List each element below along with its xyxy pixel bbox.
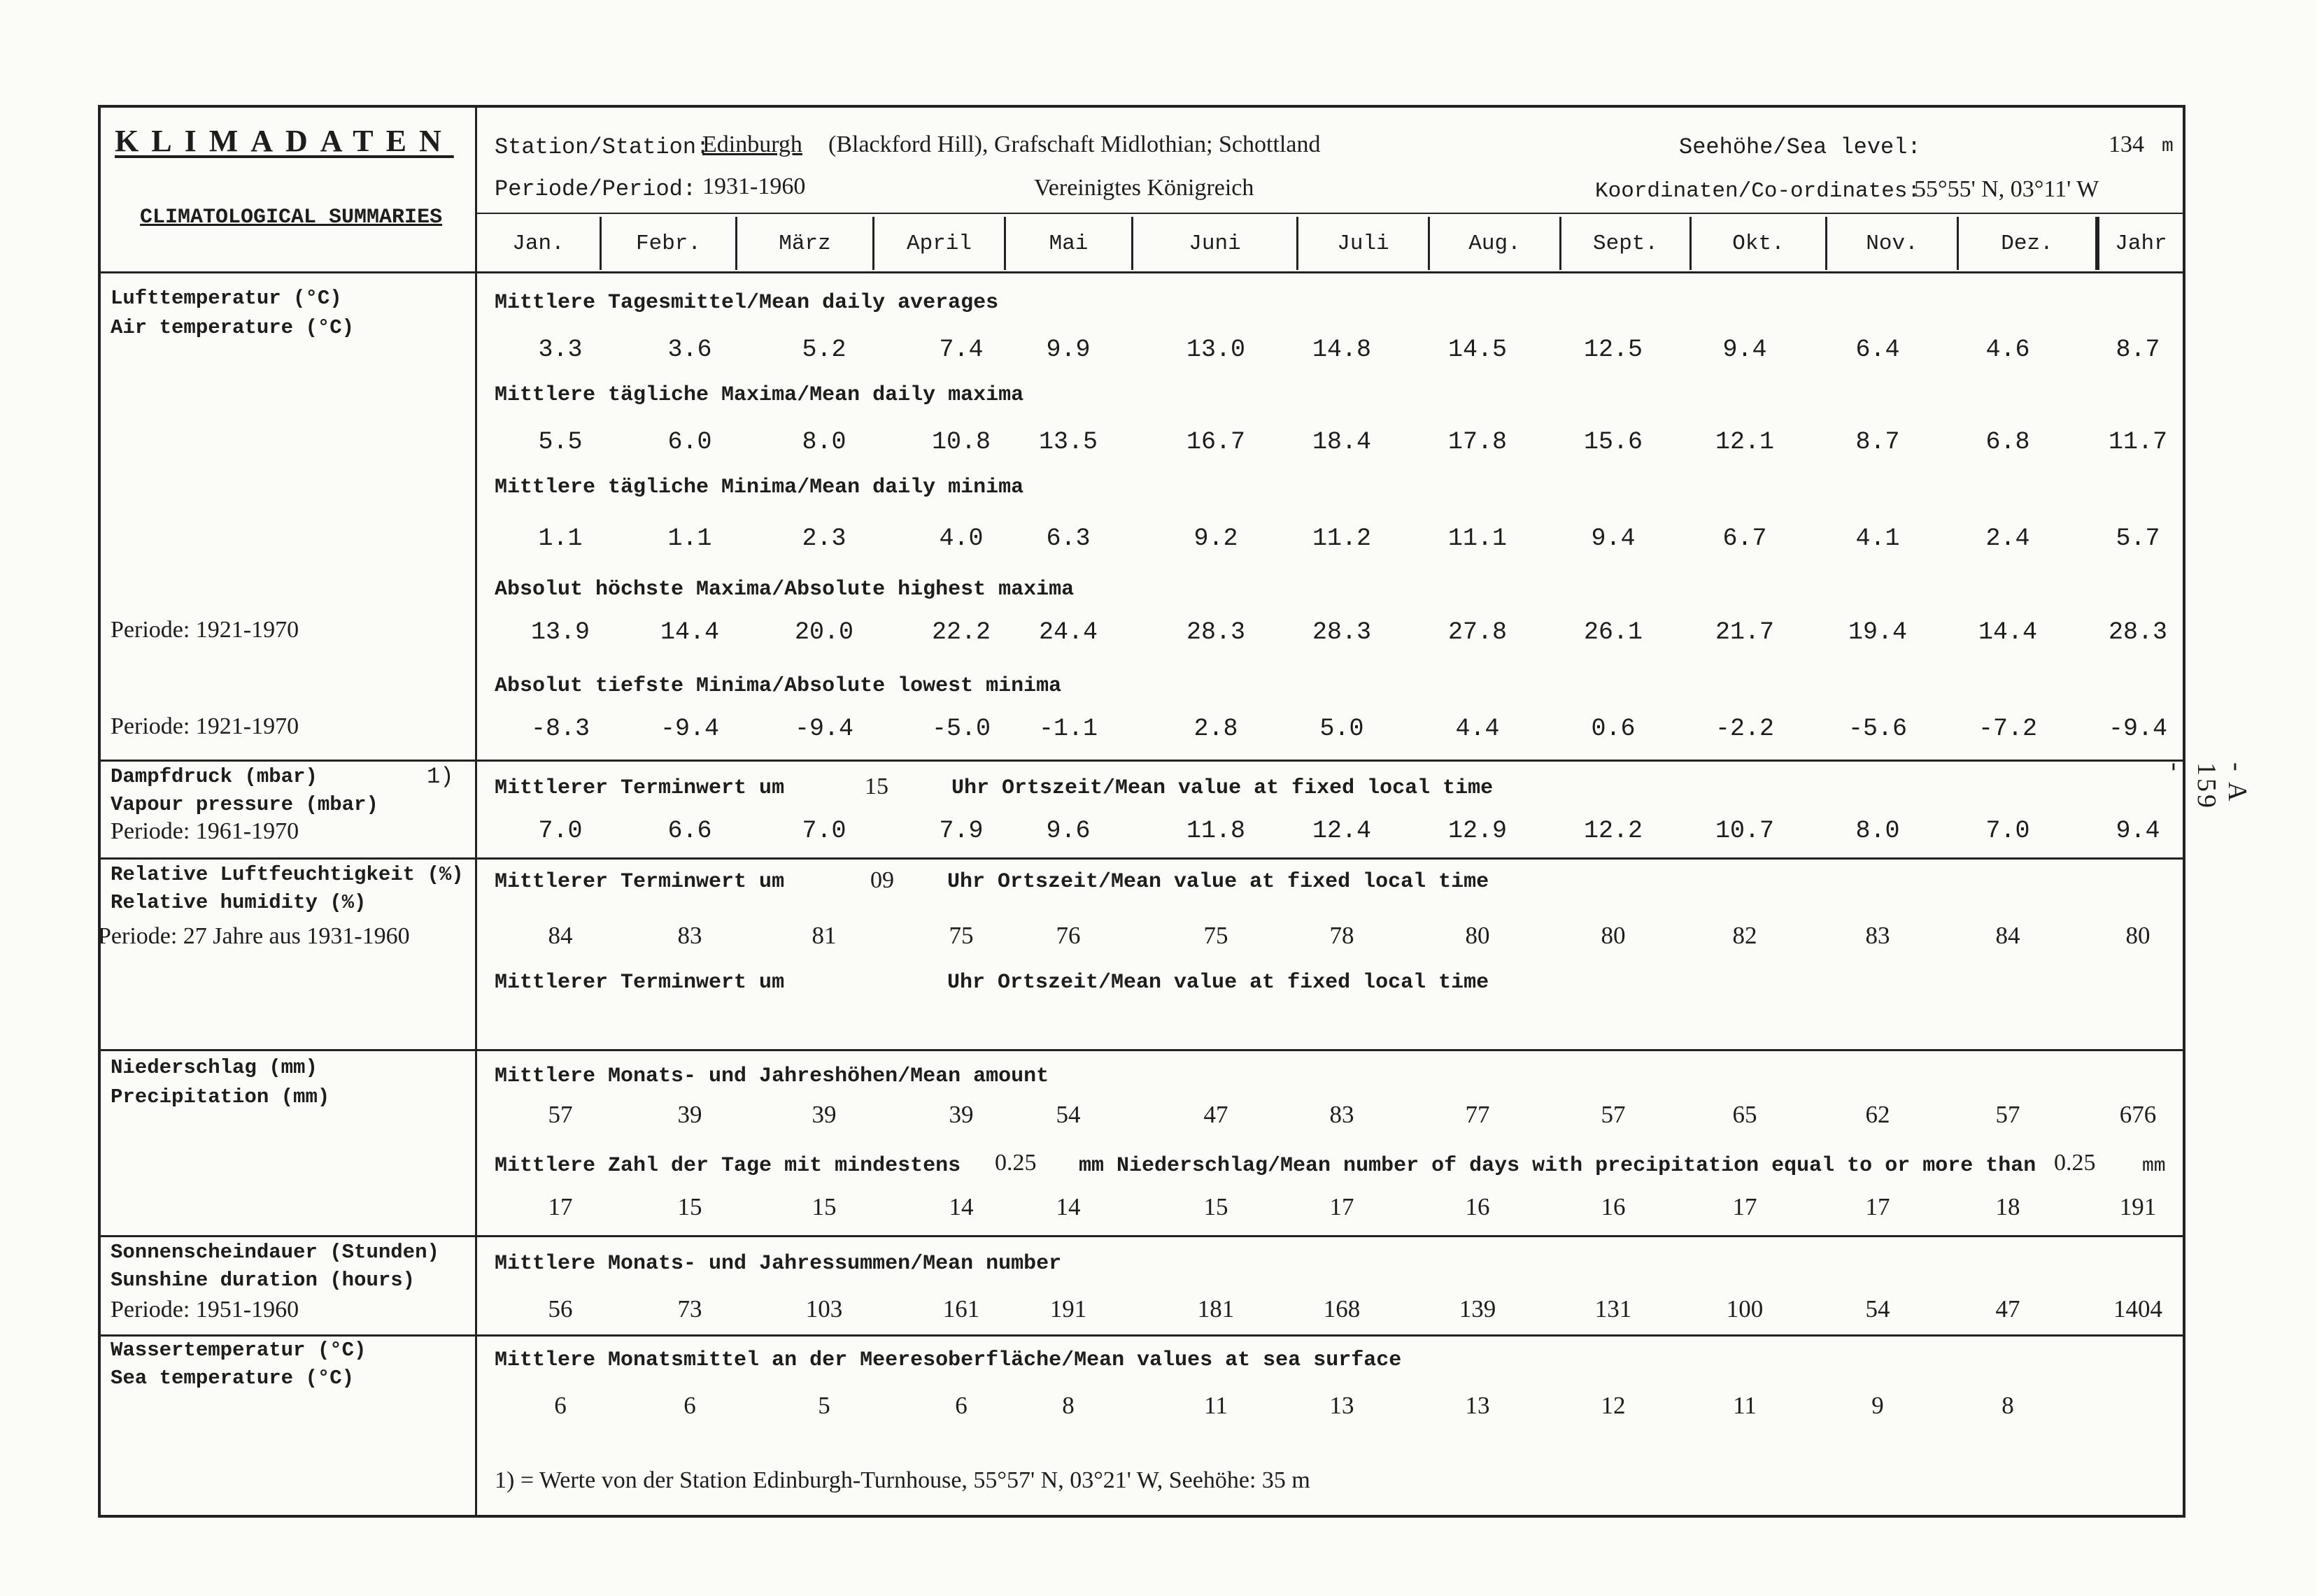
table-cell: 11.7 bbox=[2108, 428, 2168, 456]
table-cell: 139 bbox=[1459, 1295, 1496, 1323]
table-cell: 5 bbox=[818, 1392, 830, 1419]
humidity-desc-a: Mittlerer Terminwert um bbox=[495, 870, 785, 894]
table-cell: 1404 bbox=[2113, 1295, 2162, 1323]
table-cell: 6 bbox=[554, 1392, 567, 1419]
table-cell: 54 bbox=[1865, 1295, 1890, 1323]
table-cell: 7.0 bbox=[538, 817, 583, 845]
table-cell: 27.8 bbox=[1447, 618, 1508, 646]
table-cell: 75 bbox=[1203, 922, 1228, 949]
table-cell: 2.8 bbox=[1193, 715, 1238, 743]
table-cell: 2.3 bbox=[802, 525, 846, 553]
humidity-label-de: Relative Luftfeuchtigkeit (%) bbox=[111, 863, 464, 886]
table-cell: 12.9 bbox=[1447, 817, 1508, 845]
table-cell: 8.7 bbox=[2116, 336, 2160, 364]
table-cell: 54 bbox=[1056, 1101, 1081, 1128]
table-cell: 13.9 bbox=[530, 618, 590, 646]
table-cell: 7.4 bbox=[939, 336, 984, 364]
table-cell: 9.4 bbox=[1722, 336, 1767, 364]
table-cell: 14.5 bbox=[1447, 336, 1508, 364]
precip-label-de: Niederschlag (mm) bbox=[111, 1056, 318, 1079]
table-cell: 75 bbox=[949, 922, 974, 949]
table-title: KLIMADATEN bbox=[115, 124, 454, 158]
table-cell: 6.0 bbox=[667, 428, 712, 456]
table-cell: 1.1 bbox=[538, 525, 583, 553]
table-cell: 6.4 bbox=[1855, 336, 1900, 364]
table-cell: 181 bbox=[1197, 1295, 1235, 1323]
table-subtitle: CLIMATOLOGICAL SUMMARIES bbox=[140, 206, 443, 229]
table-cell: 9.2 bbox=[1193, 525, 1238, 553]
month-header: Mai bbox=[1006, 217, 1133, 270]
precip-amount-label: Mittlere Monats- und Jahreshöhen/Mean amount bbox=[495, 1064, 1049, 1088]
table-cell: 84 bbox=[1995, 922, 2020, 949]
table-cell: 100 bbox=[1726, 1295, 1764, 1323]
table-cell: 21.7 bbox=[1715, 618, 1775, 646]
table-cell: 39 bbox=[677, 1101, 702, 1128]
table-cell: 4.6 bbox=[1985, 336, 2030, 364]
table-cell: 10.7 bbox=[1715, 817, 1775, 845]
table-cell: -5.0 bbox=[931, 715, 991, 743]
row-divider bbox=[101, 1049, 2183, 1051]
row-divider bbox=[101, 857, 2183, 860]
daily-avg-row bbox=[101, 336, 2183, 366]
table-cell: 16.7 bbox=[1186, 428, 1246, 456]
table-cell: 6.6 bbox=[667, 817, 712, 845]
month-header: Jan. bbox=[477, 217, 602, 270]
table-cell: 84 bbox=[548, 922, 573, 949]
precip-days-row bbox=[101, 1193, 2183, 1224]
period-label: Periode/Period: bbox=[495, 176, 697, 202]
table-cell: 7.0 bbox=[802, 817, 846, 845]
table-cell: 62 bbox=[1865, 1101, 1890, 1128]
table-cell: 14.4 bbox=[1978, 618, 2038, 646]
month-header: Juni bbox=[1133, 217, 1298, 270]
station-name: Edinburgh bbox=[702, 131, 802, 157]
coords-value: 55°55' N, 03°11' W bbox=[1914, 176, 2099, 202]
table-cell: 80 bbox=[1465, 922, 1490, 949]
table-cell: 14 bbox=[949, 1193, 974, 1220]
sea-temp-row bbox=[101, 1392, 2183, 1423]
sea-temp-label-en: Sea temperature (°C) bbox=[111, 1367, 355, 1390]
daily-max-row bbox=[101, 428, 2183, 459]
table-cell: 17 bbox=[1865, 1193, 1890, 1220]
table-cell: 26.1 bbox=[1583, 618, 1643, 646]
table-cell: 17 bbox=[1732, 1193, 1757, 1220]
table-cell: 18 bbox=[1995, 1193, 2020, 1220]
table-cell: 11.8 bbox=[1186, 817, 1246, 845]
month-header: Sept. bbox=[1561, 217, 1692, 270]
table-cell: 57 bbox=[1601, 1101, 1626, 1128]
table-cell: 6.7 bbox=[1722, 525, 1767, 553]
sea-temp-label-de: Wassertemperatur (°C) bbox=[111, 1339, 367, 1362]
month-header: Jahr bbox=[2097, 217, 2183, 270]
table-cell: 47 bbox=[1995, 1295, 2020, 1323]
table-cell: 17 bbox=[1329, 1193, 1354, 1220]
table-cell: 103 bbox=[805, 1295, 843, 1323]
table-cell: 9.4 bbox=[1591, 525, 1636, 553]
row-divider bbox=[101, 271, 2183, 273]
table-cell: 5.0 bbox=[1319, 715, 1364, 743]
vapour-footnote-ref: 1) bbox=[427, 764, 454, 790]
table-cell: 17.8 bbox=[1447, 428, 1508, 456]
row-divider bbox=[101, 1235, 2183, 1237]
page-number: - A 159 - bbox=[2161, 762, 2252, 811]
daily-min-label: Mittlere tägliche Minima/Mean daily minima bbox=[495, 476, 1024, 499]
table-cell: 17 bbox=[548, 1193, 573, 1220]
sunshine-period: Periode: 1951-1960 bbox=[111, 1297, 299, 1323]
vapour-desc-b: Uhr Ortszeit/Mean value at fixed local time bbox=[951, 776, 1494, 800]
daily-avg-label: Mittlere Tagesmittel/Mean daily averages bbox=[495, 291, 999, 315]
table-cell: -8.3 bbox=[530, 715, 590, 743]
table-cell: 8 bbox=[2001, 1392, 2014, 1419]
abs-max-label: Absolut höchste Maxima/Absolute highest maxima bbox=[495, 578, 1075, 601]
humidity-label-en: Relative humidity (%) bbox=[111, 891, 367, 914]
table-cell: 4.0 bbox=[939, 525, 984, 553]
table-cell: 9.4 bbox=[2116, 817, 2160, 845]
precip-days-label-a: Mittlere Zahl der Tage mit mindestens bbox=[495, 1154, 961, 1178]
daily-min-row bbox=[101, 525, 2183, 555]
table-cell: 73 bbox=[677, 1295, 702, 1323]
precip-days-threshold: 0.25 bbox=[995, 1150, 1037, 1176]
abs-min-period: Periode: 1921-1970 bbox=[111, 713, 299, 739]
abs-max-row bbox=[101, 618, 2183, 649]
table-cell: 83 bbox=[677, 922, 702, 949]
table-cell: 28.3 bbox=[2108, 618, 2168, 646]
table-cell: -9.4 bbox=[2108, 715, 2168, 743]
daily-max-label: Mittlere tägliche Maxima/Mean daily maxima bbox=[495, 383, 1024, 407]
station-label: Station/Station: bbox=[495, 134, 710, 160]
table-cell: 5.7 bbox=[2116, 525, 2160, 553]
table-cell: 5.2 bbox=[802, 336, 846, 364]
abs-max-period: Periode: 1921-1970 bbox=[111, 617, 299, 643]
table-cell: 78 bbox=[1329, 922, 1354, 949]
table-cell: 76 bbox=[1056, 922, 1081, 949]
table-cell: 4.4 bbox=[1455, 715, 1500, 743]
air-temp-label-de: Lufttemperatur (°C) bbox=[111, 287, 342, 310]
country: Vereinigtes Königreich bbox=[1034, 175, 1254, 201]
table-cell: 7.9 bbox=[939, 817, 984, 845]
table-cell: 676 bbox=[2119, 1101, 2157, 1128]
sea-level-label: Seehöhe/Sea level: bbox=[1679, 134, 1921, 160]
row-divider bbox=[101, 760, 2183, 762]
month-header: Febr. bbox=[602, 217, 737, 270]
table-cell: 6.3 bbox=[1046, 525, 1091, 553]
table-cell: 0.6 bbox=[1591, 715, 1636, 743]
humidity-desc2-a: Mittlerer Terminwert um bbox=[495, 971, 785, 995]
humidity-hour: 09 bbox=[870, 867, 894, 893]
table-cell: 65 bbox=[1732, 1101, 1757, 1128]
month-header: Okt. bbox=[1692, 217, 1827, 270]
table-cell: 4.1 bbox=[1855, 525, 1900, 553]
footnote: 1) = Werte von der Station Edinburgh-Turnhouse, 55°57' N, 03°21' W, Seehöhe: 35 m bbox=[495, 1467, 1310, 1493]
table-cell: 16 bbox=[1465, 1193, 1490, 1220]
humidity-desc2-b: Uhr Ortszeit/Mean value at fixed local time bbox=[947, 971, 1489, 995]
table-cell: 13.5 bbox=[1038, 428, 1098, 456]
table-cell: -1.1 bbox=[1038, 715, 1098, 743]
precip-label-en: Precipitation (mm) bbox=[111, 1085, 330, 1109]
table-cell: 7.0 bbox=[1985, 817, 2030, 845]
table-cell: 8.0 bbox=[1855, 817, 1900, 845]
table-cell: 15 bbox=[812, 1193, 837, 1220]
table-cell: 13 bbox=[1329, 1392, 1354, 1419]
month-header: Dez. bbox=[1959, 217, 2097, 270]
table-cell: 3.6 bbox=[667, 336, 712, 364]
table-cell: 18.4 bbox=[1312, 428, 1372, 456]
row-divider bbox=[101, 1334, 2183, 1337]
table-cell: 16 bbox=[1601, 1193, 1626, 1220]
table-cell: 2.4 bbox=[1985, 525, 2030, 553]
sea-temp-desc: Mittlere Monatsmittel an der Meeresoberfläche/Mean values at sea surface bbox=[495, 1348, 1402, 1372]
table-cell: 57 bbox=[548, 1101, 573, 1128]
table-cell: -2.2 bbox=[1715, 715, 1775, 743]
header-divider bbox=[477, 213, 2183, 214]
table-cell: 28.3 bbox=[1186, 618, 1246, 646]
table-cell: 9.6 bbox=[1046, 817, 1091, 845]
month-header: Nov. bbox=[1827, 217, 1959, 270]
table-cell: 12.2 bbox=[1583, 817, 1643, 845]
sunshine-label-en: Sunshine duration (hours) bbox=[111, 1269, 416, 1292]
table-cell: 12 bbox=[1601, 1392, 1626, 1419]
table-cell: 10.8 bbox=[931, 428, 991, 456]
month-header: März bbox=[737, 217, 874, 270]
table-cell: 28.3 bbox=[1312, 618, 1372, 646]
vapour-hour: 15 bbox=[865, 774, 888, 799]
table-cell: 12.5 bbox=[1583, 336, 1643, 364]
table-cell: 9 bbox=[1871, 1392, 1884, 1419]
table-cell: 6.8 bbox=[1985, 428, 2030, 456]
table-cell: 80 bbox=[1601, 922, 1626, 949]
table-cell: 1.1 bbox=[667, 525, 712, 553]
table-cell: 83 bbox=[1329, 1101, 1354, 1128]
humidity-desc-b: Uhr Ortszeit/Mean value at fixed local time bbox=[947, 870, 1489, 894]
precip-amount-row bbox=[101, 1101, 2183, 1132]
table-cell: 9.9 bbox=[1046, 336, 1091, 364]
table-cell: 81 bbox=[812, 922, 837, 949]
table-cell: -9.4 bbox=[660, 715, 720, 743]
sunshine-desc: Mittlere Monats- und Jahressummen/Mean number bbox=[495, 1252, 1062, 1276]
abs-min-label: Absolut tiefste Minima/Absolute lowest minima bbox=[495, 674, 1062, 698]
table-cell: 11 bbox=[1204, 1392, 1228, 1419]
table-cell: -5.6 bbox=[1848, 715, 1908, 743]
table-cell: 24.4 bbox=[1038, 618, 1098, 646]
table-cell: -7.2 bbox=[1978, 715, 2038, 743]
precip-days-unit: mm bbox=[2142, 1155, 2166, 1177]
station-location: (Blackford Hill), Grafschaft Midlothian; Schottland bbox=[828, 131, 1321, 157]
table-cell: 8 bbox=[1062, 1392, 1075, 1419]
climate-table bbox=[98, 105, 2185, 1518]
table-cell: 80 bbox=[2125, 922, 2151, 949]
table-cell: 15.6 bbox=[1583, 428, 1643, 456]
table-cell: 39 bbox=[812, 1101, 837, 1128]
sunshine-label-de: Sonnenscheindauer (Stunden) bbox=[111, 1241, 439, 1264]
precip-days-label-b: mm Niederschlag/Mean number of days with precipitation equal to or more than bbox=[1079, 1154, 2036, 1178]
table-cell: 14.4 bbox=[660, 618, 720, 646]
table-cell: 12.4 bbox=[1312, 817, 1372, 845]
table-cell: 161 bbox=[942, 1295, 980, 1323]
sunshine-row bbox=[101, 1295, 2183, 1326]
humidity-row bbox=[101, 922, 2183, 953]
table-cell: 12.1 bbox=[1715, 428, 1775, 456]
table-cell: 19.4 bbox=[1848, 618, 1908, 646]
table-cell: 3.3 bbox=[538, 336, 583, 364]
vapour-desc-a: Mittlerer Terminwert um bbox=[495, 776, 785, 800]
table-cell: 6 bbox=[683, 1392, 696, 1419]
table-cell: 168 bbox=[1323, 1295, 1361, 1323]
table-cell: 191 bbox=[2119, 1193, 2157, 1220]
table-cell: 15 bbox=[677, 1193, 702, 1220]
table-cell: 47 bbox=[1203, 1101, 1228, 1128]
table-cell: 83 bbox=[1865, 922, 1890, 949]
vapour-period: Periode: 1961-1970 bbox=[111, 818, 299, 844]
table-cell: 22.2 bbox=[931, 618, 991, 646]
sea-level-value: 134 bbox=[2109, 131, 2144, 157]
table-cell: 6 bbox=[955, 1392, 968, 1419]
table-cell: 39 bbox=[949, 1101, 974, 1128]
coords-label: Koordinaten/Co-ordinates: bbox=[1595, 179, 1921, 204]
table-cell: 56 bbox=[548, 1295, 573, 1323]
table-cell: 14.8 bbox=[1312, 336, 1372, 364]
table-cell: 8.7 bbox=[1855, 428, 1900, 456]
table-cell: 14 bbox=[1056, 1193, 1081, 1220]
table-cell: 5.5 bbox=[538, 428, 583, 456]
sea-level-unit: m bbox=[2162, 136, 2174, 157]
table-cell: 77 bbox=[1465, 1101, 1490, 1128]
vapour-label-en: Vapour pressure (mbar) bbox=[111, 793, 378, 816]
table-cell: 13.0 bbox=[1186, 336, 1246, 364]
table-cell: 82 bbox=[1732, 922, 1757, 949]
air-temp-label-en: Air temperature (°C) bbox=[111, 316, 355, 339]
table-cell: 13 bbox=[1465, 1392, 1490, 1419]
month-header: April bbox=[874, 217, 1006, 270]
humidity-period: Periode: 27 Jahre aus 1931-1960 bbox=[98, 923, 410, 949]
month-header: Juli bbox=[1298, 217, 1430, 270]
table-cell: 20.0 bbox=[794, 618, 854, 646]
table-cell: 11 bbox=[1733, 1392, 1757, 1419]
abs-min-row bbox=[101, 715, 2183, 746]
table-cell: -9.4 bbox=[794, 715, 854, 743]
month-header: Aug. bbox=[1430, 217, 1561, 270]
table-cell: 15 bbox=[1203, 1193, 1228, 1220]
table-cell: 131 bbox=[1594, 1295, 1632, 1323]
precip-days-threshold2: 0.25 bbox=[2054, 1150, 2096, 1176]
table-cell: 191 bbox=[1049, 1295, 1087, 1323]
table-cell: 11.2 bbox=[1312, 525, 1372, 553]
period-value: 1931-1960 bbox=[702, 173, 806, 199]
table-cell: 8.0 bbox=[802, 428, 846, 456]
vapour-row bbox=[101, 817, 2183, 848]
table-cell: 57 bbox=[1995, 1101, 2020, 1128]
table-cell: 11.1 bbox=[1447, 525, 1508, 553]
vapour-label-de: Dampfdruck (mbar) bbox=[111, 765, 318, 788]
